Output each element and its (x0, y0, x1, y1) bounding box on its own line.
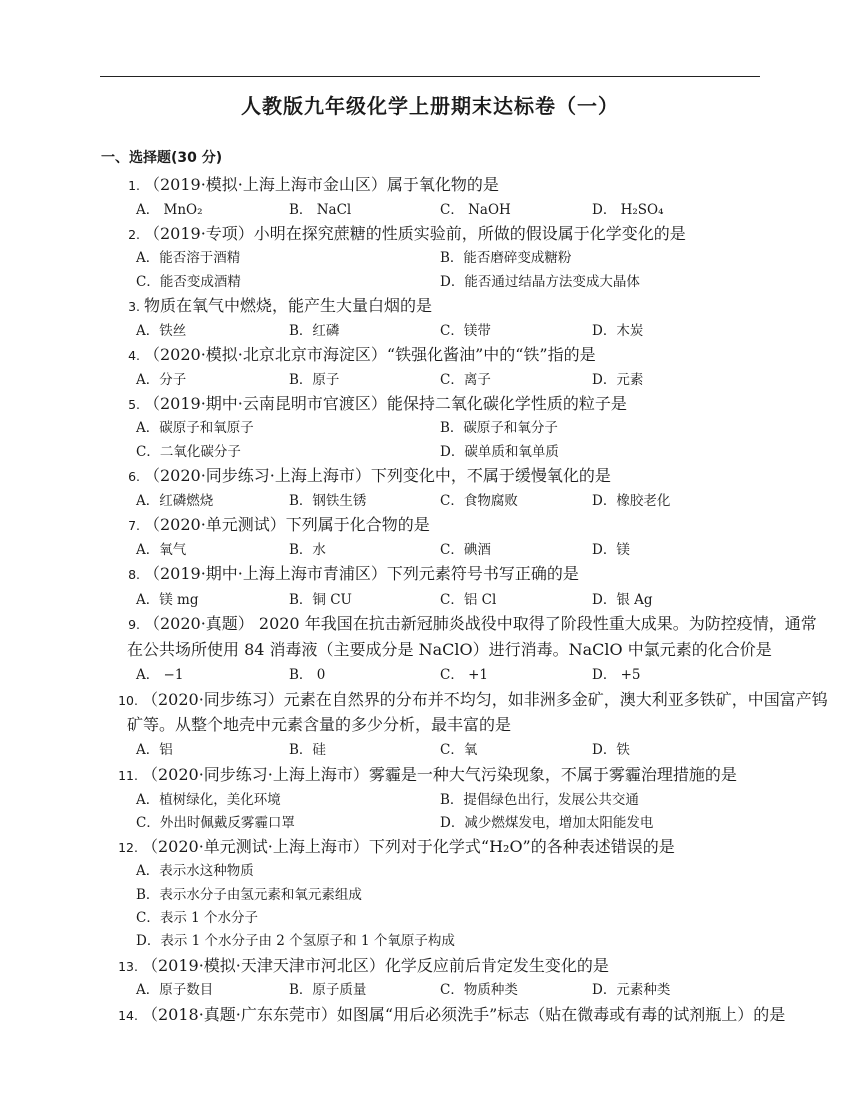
option-c[interactable]: C．氧 (440, 742, 478, 758)
option-b[interactable]: B．红磷 (289, 323, 340, 339)
question-number: 5. (128, 397, 140, 412)
option-d[interactable]: D．碳单质和氧单质 (440, 444, 559, 460)
option-d[interactable]: D．木炭 (592, 323, 644, 339)
question-9 (114, 614, 817, 635)
option-b[interactable]: B． 0 (289, 667, 326, 683)
option-d[interactable]: D．铁 (592, 742, 630, 758)
option-b[interactable]: B．硅 (289, 742, 326, 758)
question-text: （2019·期中·上海上海市青浦区）下列元素符号书写正确的是 (144, 564, 579, 583)
question-10 (114, 690, 828, 711)
option-c[interactable]: C．铝 Cl (440, 592, 497, 608)
question-number: 4. (128, 348, 140, 363)
question-number: 9. (128, 617, 140, 632)
question-13 (114, 956, 764, 977)
option-c[interactable]: C．镁带 (440, 323, 491, 339)
option-b[interactable]: B．原子 (289, 372, 340, 388)
page-title: 人教版九年级化学上册期末达标卷（一） (241, 94, 619, 118)
question-5 (114, 394, 764, 415)
option-c[interactable]: C． NaOH (440, 202, 511, 218)
question-6 (114, 466, 764, 487)
option-d[interactable]: D．元素种类 (592, 982, 671, 998)
option-d[interactable]: D．橡胶老化 (592, 493, 671, 509)
question-7 (114, 515, 764, 536)
question-number: 3. (128, 299, 140, 314)
question-text: （2020·单元测试·上海上海市）下列对于化学式“H₂O”的各种表述错误的是 (142, 837, 675, 856)
question-text: （2020·真题） 2020 年我国在抗击新冠肺炎战役中取得了阶段性重大成果。为防控疫情，通常 (144, 614, 817, 633)
section-heading: 一、选择题(30 分) (101, 150, 223, 166)
question-number: 2. (128, 227, 140, 242)
question-text: （2019·专项）小明在探究蔗糖的性质实验前，所做的假设属于化学变化的是 (144, 224, 686, 243)
option-b[interactable]: B．表示水分子由氢元素和氧元素组成 (136, 887, 362, 903)
option-a[interactable]: A．氧气 (136, 542, 187, 558)
option-d[interactable]: D． H₂SO₄ (592, 202, 664, 218)
question-number: 14. (118, 1008, 138, 1023)
option-a[interactable]: A．植树绿化，美化环境 (136, 792, 281, 808)
option-b[interactable]: B． NaCl (289, 202, 352, 218)
option-c[interactable]: C．离子 (440, 372, 491, 388)
option-d[interactable]: D．减少燃煤发电，增加太阳能发电 (440, 815, 654, 831)
option-c[interactable]: C．物质种类 (440, 982, 518, 998)
question-text: 物质在氧气中燃烧，能产生大量白烟的是 (144, 296, 433, 315)
question-number: 6. (128, 469, 140, 484)
question-number: 11. (118, 768, 138, 783)
question-1 (114, 175, 764, 196)
question-number: 8. (128, 567, 140, 582)
option-c[interactable]: C． +1 (440, 667, 489, 683)
option-a[interactable]: A．镁 mg (136, 592, 199, 608)
option-d[interactable]: D．镁 (592, 542, 630, 558)
option-d[interactable]: D．元素 (592, 372, 644, 388)
question-2 (114, 224, 764, 245)
option-d[interactable]: D．银 Ag (592, 592, 653, 608)
option-a[interactable]: A． MnO₂ (136, 202, 203, 218)
option-a[interactable]: A．原子数目 (136, 982, 214, 998)
option-b[interactable]: B．铜 CU (289, 592, 352, 608)
question-12 (114, 837, 764, 858)
question-11 (114, 765, 764, 786)
question-text: （2020·同步练习）元素在自然界的分布并不均匀，如非洲多金矿，澳大利亚多铁矿，中国富产钨 (142, 690, 828, 709)
option-d[interactable]: D．能否通过结晶方法变成大晶体 (440, 274, 640, 290)
question-text: （2020·同步练习·上海上海市）雾霾是一种大气污染现象，不属于雾霾治理措施的是 (142, 765, 737, 784)
option-c[interactable]: C．表示 1 个水分子 (136, 910, 259, 926)
option-c[interactable]: C．能否变成酒精 (136, 274, 241, 290)
option-a[interactable]: A．表示水这种物质 (136, 863, 254, 879)
question-number: 13. (118, 959, 138, 974)
question-number: 10. (118, 693, 138, 708)
option-a[interactable]: A．红磷燃烧 (136, 493, 214, 509)
question-text: （2019·模拟·天津天津市河北区）化学反应前后肯定发生变化的是 (142, 956, 609, 975)
question-8 (114, 564, 764, 585)
option-b[interactable]: B．提倡绿色出行，发展公共交通 (440, 792, 639, 808)
question-4 (114, 345, 764, 366)
option-b[interactable]: B．钢铁生锈 (289, 493, 367, 509)
question-text: （2018·真题·广东东莞市）如图属“用后必须洗手”标志（贴在微毒或有毒的试剂瓶上）的是 (142, 1005, 786, 1024)
option-c[interactable]: C．碘酒 (440, 542, 491, 558)
question-14 (114, 1005, 786, 1026)
question-text: （2020·同步练习·上海上海市）下列变化中，不属于缓慢氧化的是 (144, 466, 611, 485)
question-number: 12. (118, 840, 138, 855)
header-rule (100, 76, 760, 77)
option-b[interactable]: B．原子质量 (289, 982, 367, 998)
option-d[interactable]: D．表示 1 个水分子由 2 个氢原子和 1 个氧原子构成 (136, 933, 455, 949)
question-number: 7. (128, 518, 140, 533)
question-text: （2020·单元测试）下列属于化合物的是 (144, 515, 430, 534)
option-c[interactable]: C．二氧化碳分子 (136, 444, 241, 460)
option-c[interactable]: C．食物腐败 (440, 493, 518, 509)
option-a[interactable]: A．分子 (136, 372, 187, 388)
option-a[interactable]: A．能否溶于酒精 (136, 250, 241, 266)
option-b[interactable]: B．能否磨碎变成糖粉 (440, 250, 572, 266)
option-a[interactable]: A．铁丝 (136, 323, 187, 339)
option-a[interactable]: A．碳原子和氧原子 (136, 420, 254, 436)
question-text: （2019·期中·云南昆明市官渡区）能保持二氧化碳化学性质的粒子是 (144, 394, 627, 413)
question-number: 1. (128, 178, 140, 193)
question-text: （2020·模拟·北京北京市海淀区）“铁强化酱油”中的“铁”指的是 (144, 345, 596, 364)
question-10-continued: 矿等。从整个地壳中元素含量的多少分析，最丰富的是 (127, 715, 512, 734)
option-a[interactable]: A．铝 (136, 742, 173, 758)
option-c[interactable]: C．外出时佩戴反雾霾口罩 (136, 815, 295, 831)
option-d[interactable]: D． +5 (592, 667, 641, 683)
question-9-continued: 在公共场所使用 84 消毒液（主要成分是 NaClO）进行消毒。NaClO 中氯元素的化合价是 (127, 640, 772, 659)
question-text: （2019·模拟·上海上海市金山区）属于氧化物的是 (144, 175, 499, 194)
option-a[interactable]: A． −1 (136, 667, 184, 683)
question-3 (114, 296, 764, 317)
option-b[interactable]: B．水 (289, 542, 326, 558)
option-b[interactable]: B．碳原子和氧分子 (440, 420, 558, 436)
